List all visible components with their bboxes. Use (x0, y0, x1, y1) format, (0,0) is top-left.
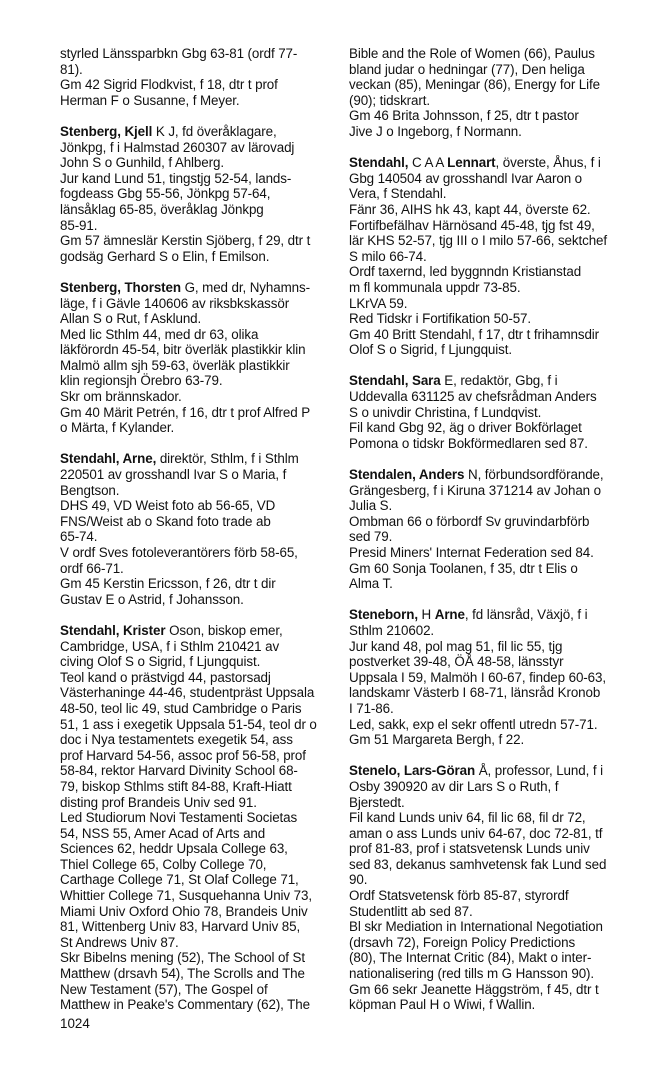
entry-text: postverket 39-48, ÖÅ 48-58, länsstyr (349, 654, 564, 670)
entry-text: Uppsala I 59, Malmöh I 60-67, findep 60-63, (349, 669, 606, 685)
entry-line (60, 451, 332, 467)
entry-line (60, 670, 332, 686)
right-column (349, 46, 649, 1028)
entry-line (349, 919, 649, 935)
entry-text: o Märta, f Kylander. (60, 420, 175, 436)
entry-text: sed 79. (349, 529, 393, 545)
right-column-entry (349, 155, 649, 358)
entry-text: Ombman 66 o förbordf Sv gruvindarbförb (349, 513, 590, 529)
entry-line (60, 623, 332, 639)
entry-line (349, 670, 649, 686)
entry-line (60, 732, 332, 748)
entry-text: Pomona o tidskr Bokförmedlaren sed 87. (349, 435, 588, 451)
entry-text: Uddevalla 631125 av chefsrådman Anders (349, 389, 597, 405)
entry-text: Miami Univ Oxford Ohio 78, Brandeis Univ (60, 903, 308, 919)
right-column-entry (349, 46, 649, 140)
entry-text: Gm 45 Kerstin Ericsson, f 26, dtr t dir (60, 576, 276, 592)
left-column-entry (60, 124, 332, 264)
entry-line (349, 62, 649, 78)
entry-line (349, 810, 649, 826)
entry-text: nationalisering (red tills m G Hansson 90). (349, 966, 595, 982)
entry-text: sed 83, dekanus samhvetensk fak Lund sed (349, 856, 607, 872)
entry-text: Gustav E o Astrid, f Johansson. (60, 591, 244, 607)
entry-line (60, 982, 332, 998)
entry-line (60, 748, 332, 764)
entry-text: fogdeass Gbg 55-56, Jönkpg 57-64, (60, 186, 271, 202)
entry-line (349, 841, 649, 857)
entry-text: Fortifbefälhav Härnösand 45-48, tjg fst 49, (349, 217, 595, 233)
entry-line (60, 77, 332, 93)
entry-line (349, 514, 649, 530)
entry-line (349, 795, 649, 811)
entry-line (349, 763, 649, 779)
entry-text: Teol kand o prästvigd 44, pastorsadj (60, 669, 271, 685)
entry-line (60, 529, 332, 545)
entry-text: Led Studiorum Novi Testamenti Societas (60, 810, 298, 826)
right-column-entry (349, 467, 649, 592)
entry-line (349, 155, 649, 171)
entry-text: Jönkpg, f i Halmstad 260307 av lärovadj (60, 139, 295, 155)
page-number: 1024 (60, 1016, 90, 1031)
entry-name: Stenelo, Lars-Göran (349, 763, 476, 779)
entry-text: klin regionsjh Örebro 63-79. (60, 373, 223, 389)
entry-line (60, 701, 332, 717)
entry-line (60, 140, 332, 156)
entry-text: 81, Wittenberg Univ 83, Harvard Univ 85, (60, 919, 301, 935)
entry-text: Whittier College 71, Susquehanna Univ 73, (60, 888, 312, 904)
entry-line (349, 420, 649, 436)
entry-line (60, 467, 332, 483)
entry-name: Stendahl, Arne, (60, 451, 157, 467)
entry-line (60, 46, 332, 62)
entry-text: Jive J o Ingeborg, f Normann. (349, 123, 522, 139)
entry-text: disting prof Brandeis Univ sed 91. (60, 794, 257, 810)
entry-text: direktör, Sthlm, f i Sthlm (156, 451, 299, 467)
entry-line (349, 826, 649, 842)
entry-text: Julia S. (349, 498, 393, 514)
entry-text: köpman Paul H o Wiwi, f Wallin. (349, 997, 536, 1013)
entry-line (60, 124, 332, 140)
entry-text: LKrVA 59. (349, 295, 408, 311)
entry-line (349, 280, 649, 296)
entry-text: 220501 av grosshandl Ivar S o Maria, f (60, 467, 287, 483)
entry-text: K J, fd överåklagare, (152, 123, 277, 139)
entry-text: S milo 66-74. (349, 248, 427, 264)
entry-line (349, 373, 649, 389)
entry-text: Allan S o Rut, f Asklund. (60, 311, 202, 327)
entry-line (349, 966, 649, 982)
left-column-entry (60, 623, 332, 1013)
entry-text: S o univdir Christina, f Lundqvist. (349, 404, 542, 420)
entry-line (60, 639, 332, 655)
entry-line (60, 296, 332, 312)
entry-text: prof Harvard 54-56, assoc prof 56-58, prof (60, 747, 306, 763)
entry-line (60, 155, 332, 171)
entry-line (349, 654, 649, 670)
entry-text: 48-50, teol lic 49, stud Cambridge o Paris (60, 700, 302, 716)
entry-name: Stendahl, Krister (60, 622, 166, 638)
entry-text: Vera, f Stendahl. (349, 186, 447, 202)
entry-text: Grängesberg, f i Kiruna 371214 av Johan o (349, 482, 601, 498)
entry-text: 81). (60, 61, 83, 77)
entry-line (349, 405, 649, 421)
entry-text: G, med dr, Nyhamns- (180, 279, 310, 295)
entry-line (60, 935, 332, 951)
entry-line (349, 701, 649, 717)
entry-line (349, 467, 649, 483)
entry-line (349, 483, 649, 499)
entry-text: 65-74. (60, 529, 98, 545)
entry-text: Skr om brännskador. (60, 389, 182, 405)
entry-line (60, 483, 332, 499)
entry-text: landskamr Västerb I 68-71, länsråd Kronob (349, 685, 601, 701)
entry-text: Fil kand Gbg 92, äg o driver Bokförlaget (349, 420, 582, 436)
entry-line (60, 904, 332, 920)
entry-text: aman o ass Lunds univ 64-67, doc 72-81, tf (349, 825, 603, 841)
entry-line (349, 982, 649, 998)
entry-line (349, 545, 649, 561)
entry-name: Stendahl, (349, 155, 409, 171)
entry-line (60, 888, 332, 904)
entry-line (349, 779, 649, 795)
entry-text: Olof S o Sigrid, f Ljungquist. (349, 342, 512, 358)
entry-text: V ordf Sves fotoleverantörers förb 58-65, (60, 545, 298, 560)
entry-text: Carthage College 71, St Olaf College 71, (60, 872, 299, 888)
entry-text: styrled Länssparbkn Gbg 63-81 (ordf 77- (60, 46, 298, 61)
entry-given-name: Arne (434, 607, 465, 623)
entry-text: godsäg Gerhard S o Elin, f Emilson. (60, 248, 270, 264)
entry-line (60, 717, 332, 733)
entry-text: Gm 51 Margareta Bergh, f 22. (349, 732, 525, 748)
entry-line (60, 872, 332, 888)
entry-text: Cambridge, USA, f i Sthlm 210421 av (60, 638, 280, 654)
entry-line (349, 93, 649, 109)
entry-line (60, 62, 332, 78)
entry-name: Steneborn, (349, 607, 418, 623)
entry-text: (80), The Internat Critic (84), Makt o inter- (349, 950, 592, 966)
entry-line (349, 327, 649, 343)
entry-line (60, 218, 332, 234)
entry-text: New Testament (57), The Gospel of (60, 981, 268, 997)
entry-text: Gm 57 ämneslär Kerstin Sjöberg, f 29, dtr t (60, 233, 311, 249)
entry-text: Ordf taxernd, led byggnndn Kristianstad (349, 264, 582, 280)
entry-name: Stendalen, Anders (349, 467, 465, 483)
entry-text: Sciences 62, heddr Upsala College 63, (60, 841, 288, 857)
entry-text: Gm 40 Britt Stendahl, f 17, dtr t frihamnsdir (349, 326, 600, 342)
entry-line (349, 436, 649, 452)
entry-line (349, 935, 649, 951)
entry-line (60, 342, 332, 358)
entry-text: Gbg 140504 av grosshandl Ivar Aaron o (349, 170, 583, 186)
entry-line (349, 623, 649, 639)
entry-line (60, 576, 332, 592)
entry-line (349, 685, 649, 701)
entry-text: 85-91. (60, 217, 98, 233)
entry-line (349, 529, 649, 545)
entry-text: Bengtson. (60, 482, 120, 498)
entry-line (349, 872, 649, 888)
entry-text: 54, NSS 55, Amer Acad of Arts and (60, 825, 266, 841)
entry-text: Skr Bibelns mening (52), The School of St (60, 950, 305, 966)
entry-text: Alma T. (349, 576, 393, 592)
entry-text: Gm 60 Sonja Toolanen, f 35, dtr t Elis o (349, 560, 578, 576)
entry-text: John S o Gunhild, f Ahlberg. (60, 155, 224, 171)
entry-line (60, 420, 332, 436)
right-column-entry (349, 607, 649, 747)
entry-line (349, 296, 649, 312)
entry-text: Matthew in Peake's Commentary (62), The (60, 997, 310, 1013)
entry-line (60, 826, 332, 842)
entry-text: Gm 66 sekr Jeanette Häggström, f 45, dtr t (349, 981, 599, 997)
entry-line (60, 779, 332, 795)
entry-line (349, 124, 649, 140)
entry-line (349, 46, 649, 62)
entry-text: läge, f i Gävle 140606 av riksbkskassör (60, 295, 290, 311)
entry-line (349, 311, 649, 327)
entry-text: Thiel College 65, Colby College 70, (60, 856, 267, 872)
entry-text: (drsavh 72), Foreign Policy Predictions (349, 934, 576, 950)
entry-text: Herman F o Susanne, f Meyer. (60, 92, 240, 108)
entry-line (60, 186, 332, 202)
entry-text: Studentlitt ab sed 87. (349, 903, 473, 919)
entry-line (349, 77, 649, 93)
entry-line (349, 186, 649, 202)
entry-text: N, förbundsordförande, (464, 467, 604, 483)
entry-line (60, 389, 332, 405)
entry-line (349, 904, 649, 920)
entry-line (349, 218, 649, 234)
entry-text: St Andrews Univ 87. (60, 934, 179, 950)
entry-name: Stendahl, Sara (349, 373, 441, 389)
entry-line (60, 249, 332, 265)
entry-line (60, 545, 332, 561)
entry-text: FNS/Weist ab o Skand foto trade ab (60, 513, 271, 529)
entry-line (60, 841, 332, 857)
entry-text: läkförordn 45-54, bitr överläk plastikkir klin (60, 342, 306, 358)
entry-line (349, 717, 649, 733)
entry-line (60, 592, 332, 608)
entry-line (60, 950, 332, 966)
entry-line (349, 233, 649, 249)
entry-line (60, 202, 332, 218)
entry-line (60, 810, 332, 826)
entry-line (349, 607, 649, 623)
entry-text: 90. (349, 872, 368, 888)
entry-text: Bible and the Role of Women (66), Paulus (349, 46, 595, 61)
entry-text: (90); tidskrart. (349, 92, 430, 108)
entry-text: Å, professor, Lund, f i (475, 763, 603, 779)
entry-line (60, 514, 332, 530)
entry-line (60, 919, 332, 935)
entry-line (60, 654, 332, 670)
entry-text: prof 81-83, prof i statsvetensk Lunds univ (349, 841, 590, 857)
entry-line (349, 888, 649, 904)
entry-text: 51, 1 ass i exegetik Uppsala 51-54, teol dr o (60, 716, 317, 732)
entry-line (60, 327, 332, 343)
entry-text: lär KHS 52-57, tjg III o I milo 57-66, sektchef (349, 233, 608, 249)
entry-line (349, 342, 649, 358)
left-column-entry (60, 451, 332, 607)
entry-line (60, 685, 332, 701)
entry-line (349, 249, 649, 265)
entry-text: veckan (85), Meningar (86), Energy for Life (349, 77, 600, 93)
entry-line (60, 233, 332, 249)
entry-text: E, redaktör, Gbg, f i (440, 373, 558, 389)
entry-text: Jur kand 48, pol mag 51, fil lic 55, tjg (349, 638, 563, 654)
entry-line (60, 358, 332, 374)
entry-line (60, 997, 332, 1013)
entry-line (349, 857, 649, 873)
right-column-entry (349, 373, 649, 451)
entry-text: Fänr 36, AIHS hk 43, kapt 44, överste 62. (349, 201, 591, 217)
entry-line (60, 405, 332, 421)
entry-text: Med lic Sthlm 44, med dr 63, olika (60, 326, 259, 342)
entry-text: I 71-86. (349, 700, 394, 716)
left-column (60, 46, 332, 1028)
entry-text: Bl skr Mediation in International Negotiation (349, 919, 603, 935)
entry-text: Ordf Statsvetensk förb 85-87, styrordf (349, 888, 569, 904)
entry-text: Oson, biskop emer, (165, 622, 283, 638)
entry-text: länsåklag 65-85, överåklag Jönkpg (60, 201, 264, 217)
entry-text: Bjerstedt. (349, 794, 405, 810)
entry-text: H (417, 607, 435, 623)
entry-text: Osby 390920 av dir Lars S o Ruth, f (349, 778, 559, 794)
entry-text: Malmö allm sjh 59-63, överläk plastikkir (60, 357, 290, 373)
entry-text: ordf 66-71. (60, 560, 124, 576)
entry-name: Stenberg, Thorsten (60, 279, 181, 295)
entry-line (349, 950, 649, 966)
left-column-entry (60, 46, 332, 108)
entry-text: civing Olof S o Sigrid, f Ljungquist. (60, 654, 261, 670)
entry-line (349, 576, 649, 592)
entry-line (349, 561, 649, 577)
entry-text: 58-84, rektor Harvard Divinity School 68- (60, 763, 298, 779)
left-column-entry (60, 280, 332, 436)
right-column-entry (349, 763, 649, 1013)
entry-text: m fl kommunala uppdr 73-85. (349, 279, 521, 295)
entry-line (60, 966, 332, 982)
entry-name: Stenberg, Kjell (60, 123, 153, 139)
entry-text: 79, biskop Sthlms stift 84-88, Kraft-Hiatt (60, 778, 292, 794)
entry-text: Led, sakk, exp el sekr offentl utredn 57-71. (349, 716, 598, 732)
entry-text: C A A (408, 155, 448, 171)
entry-line (60, 857, 332, 873)
entry-text: Gm 42 Sigrid Flodkvist, f 18, dtr t prof (60, 77, 278, 93)
entry-line (60, 498, 332, 514)
entry-text: doc i Nya testamentets exegetik 54, ass (60, 732, 293, 748)
entry-text: DHS 49, VD Weist foto ab 56-65, VD (60, 498, 276, 514)
entry-line (349, 639, 649, 655)
entry-line (60, 171, 332, 187)
entry-line (349, 498, 649, 514)
entry-line (60, 795, 332, 811)
entry-line (60, 373, 332, 389)
entry-line (349, 202, 649, 218)
entry-line (349, 108, 649, 124)
entry-line (349, 732, 649, 748)
entry-line (60, 561, 332, 577)
entry-line (349, 997, 649, 1013)
entry-line (60, 93, 332, 109)
entry-text: , fd länsråd, Växjö, f i (464, 607, 588, 623)
entry-text: Matthew (drsavh 54), The Scrolls and The (60, 966, 305, 982)
entry-text: Gm 40 Märit Petrén, f 16, dtr t prof Alfred P (60, 404, 311, 420)
entry-text: Presid Miners' Internat Federation sed 84. (349, 545, 594, 560)
entry-given-name: Lennart (447, 155, 496, 171)
entry-line (60, 311, 332, 327)
entry-text: , överste, Åhus, f i (495, 155, 601, 171)
entry-line (349, 264, 649, 280)
entry-text: Sthlm 210602. (349, 622, 435, 638)
entry-text: Gm 46 Brita Johnsson, f 25, dtr t pastor (349, 108, 579, 124)
entry-text: Red Tidskr i Fortifikation 50-57. (349, 311, 532, 327)
entry-line (60, 763, 332, 779)
entry-text: Fil kand Lunds univ 64, fil lic 68, fil dr 72, (349, 810, 586, 826)
entry-text: Västerhaninge 44-46, studentpräst Uppsala (60, 685, 315, 701)
entry-text: bland judar o hedningar (77), Den heliga (349, 61, 585, 77)
entry-line (349, 389, 649, 405)
entry-line (60, 280, 332, 296)
entry-text: Jur kand Lund 51, tingstjg 52-54, lands- (60, 170, 292, 186)
entry-line (349, 171, 649, 187)
